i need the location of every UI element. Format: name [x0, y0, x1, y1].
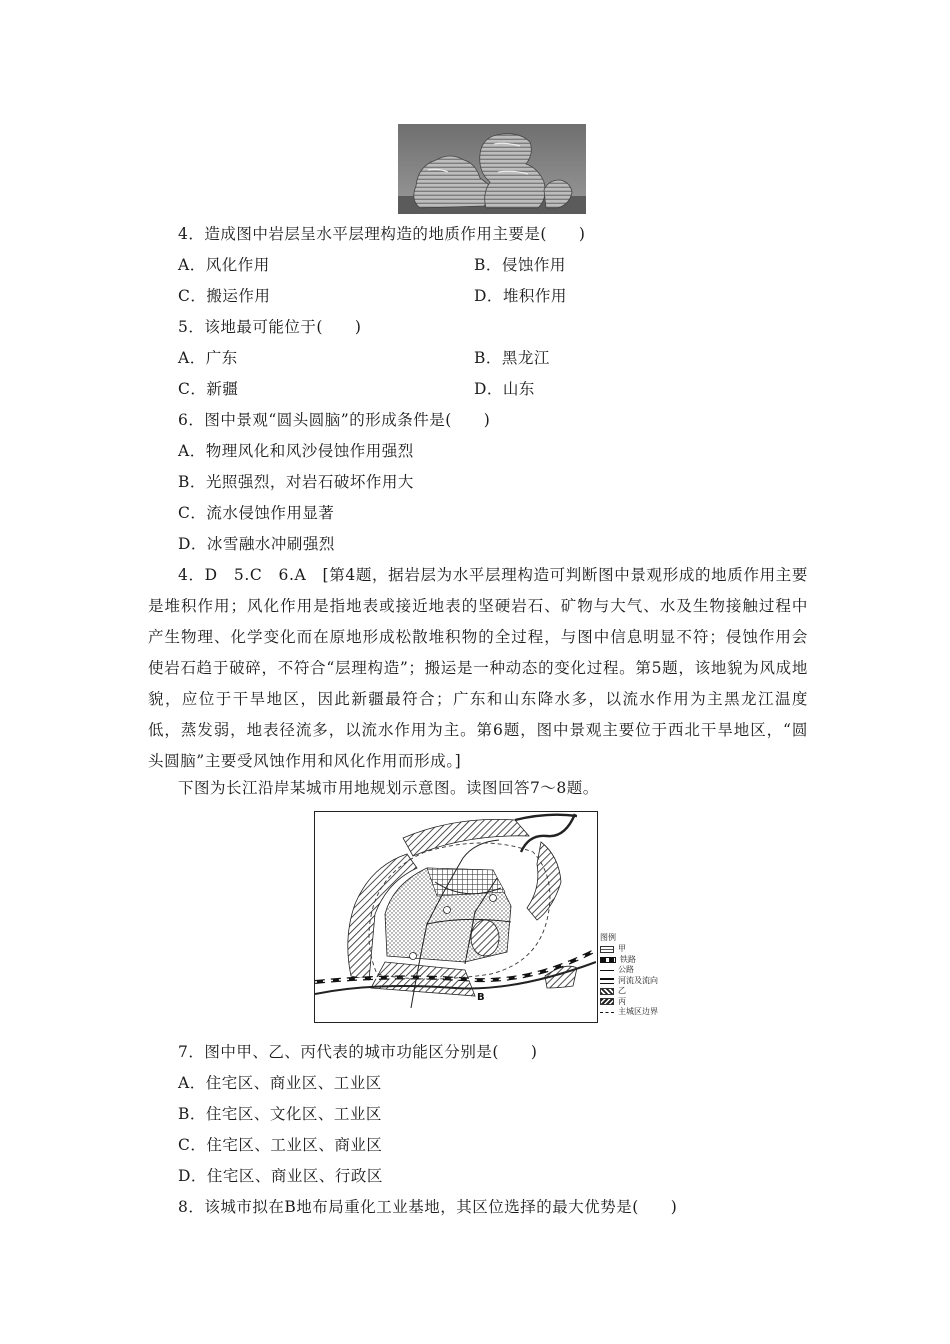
q4-stem: 4．造成图中岩层呈水平层理构造的地质作用主要是( ) [178, 225, 586, 243]
q6-stem: 6．图中景观“圆头圆脑”的形成条件是( ) [178, 411, 491, 429]
legend-swatch-yi [600, 988, 614, 995]
legend-item-jia: 甲 [600, 944, 710, 955]
q7-option-c[interactable]: C．住宅区、工业区、商业区 [178, 1136, 383, 1154]
map-legend [600, 933, 710, 1018]
q5-stem: 5．该地最可能位于( ) [178, 318, 362, 336]
legend-item-yi: 乙 [600, 986, 710, 997]
map-drawing [315, 812, 596, 1021]
q6-option-b[interactable]: B．光照强烈，对岩石破坏作用大 [178, 473, 414, 491]
q6-option-d[interactable]: D．冰雪融水冲刷强烈 [178, 535, 335, 553]
zone-jia-north [427, 868, 505, 896]
zone-yi [471, 920, 499, 956]
legend-item-boundary: 主城区边界 [600, 1007, 710, 1018]
q6-option-c[interactable]: C．流水侵蚀作用显著 [178, 504, 335, 522]
legend-title: 图例 [600, 933, 616, 942]
zone-bing-east [527, 842, 561, 920]
q4-option-a[interactable]: A．风化作用 [178, 256, 270, 274]
legend-swatch-bing [600, 998, 614, 1005]
q4-option-d[interactable]: D．堆积作用 [474, 287, 567, 305]
zone-bing-north [403, 819, 529, 856]
q5-option-d[interactable]: D．山东 [474, 380, 535, 398]
q5-option-c[interactable]: C．新疆 [178, 380, 239, 398]
q6-option-a[interactable]: A．物理风化和风沙侵蚀作用强烈 [178, 442, 414, 460]
q7-option-b[interactable]: B．住宅区、文化区、工业区 [178, 1105, 382, 1123]
legend-swatch-river [600, 978, 614, 984]
q5-option-a[interactable]: A．广东 [178, 349, 238, 367]
q4-option-c[interactable]: C．搬运作用 [178, 287, 271, 305]
map-label-b: B [477, 992, 485, 1003]
map-intro: 下图为长江沿岸某城市用地规划示意图。读图回答7～8题。 [178, 779, 599, 797]
q7-option-a[interactable]: A．住宅区、商业区、工业区 [178, 1074, 382, 1092]
legend-item-river: 河流及流向 [600, 976, 710, 987]
rock-landscape-photo [398, 124, 586, 214]
legend-swatch-railway [600, 957, 616, 963]
q7-option-d[interactable]: D．住宅区、商业区、行政区 [178, 1167, 383, 1185]
answer-explanation: 4．D 5.C 6.A [第4题，据岩层为水平层理构造可判断图中景观形成的地质作用主要是堆积作用；风化作用是指地表或接近地表的坚硬岩石、矿物与大气、水及生物接触过程中产生物理、化学变化而在原地形成松散堆积物的全过程，与图中信息明显不符；侵蚀作用会使岩石趋于破碎，不符合“层理构造”；搬运是一种动态的变化过程。第5题，该地貌为风成地貌，应位于干旱地区，因此新疆最符合；广东和山东降水多，以流水作用为主黑龙江温度低，蒸发弱，地表径流多，以流水作用为主。第6题，图中景观主要位于西北干旱地区，“圆头圆脑”主要受风蚀作用和风化作用而形成。] [148, 566, 808, 770]
q5-option-b[interactable]: B．黑龙江 [474, 349, 550, 367]
legend-item-road: 公路 [600, 965, 710, 976]
legend-item-bing: 丙 [600, 997, 710, 1008]
legend-item-railway: 铁路 [600, 955, 710, 966]
city-land-use-map [314, 811, 598, 1023]
legend-swatch-boundary [600, 1012, 614, 1013]
q7-stem: 7．图中甲、乙、丙代表的城市功能区分别是( ) [178, 1043, 538, 1061]
legend-swatch-road [600, 970, 614, 971]
q8-stem: 8．该城市拟在B地布局重化工业基地，其区位选择的最大优势是( ) [178, 1198, 678, 1216]
q4-option-b[interactable]: B．侵蚀作用 [474, 256, 566, 274]
legend-swatch-jia [600, 946, 614, 953]
